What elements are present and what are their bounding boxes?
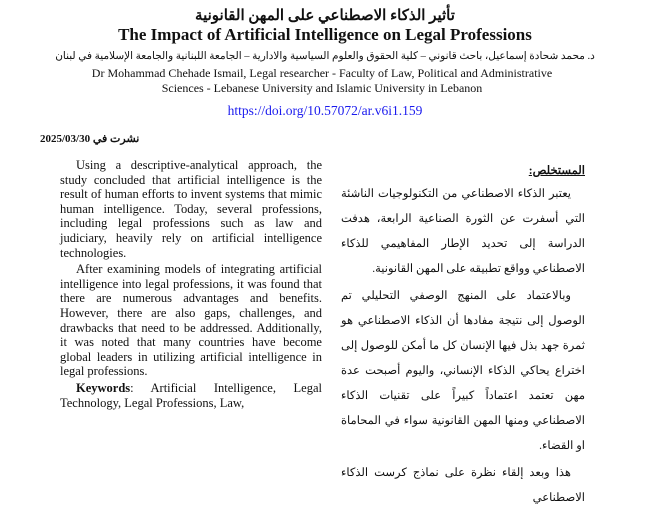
arabic-title: تأثير الذكاء الاصطناعي على المهن القانونية [195,8,455,24]
arabic-abstract-paragraph-1: يعتبر الذكاء الاصطناعي من التكنولوجيات الناشئة التي أسفرت عن الثورة الصناعية الرابعة، هدفت الدراسة إلى تحديد الإطار المفاهيمي للذكاء الاصطناعي وواقع تطبيقه على المهن القانونية. [341,188,585,275]
english-affiliation-line-1: Dr Mohammad Chehade Ismail, Legal researcher - Faculty of Law, Political and Administrative [91,66,553,80]
keywords-line [60,381,322,410]
keywords-label: Keywords [76,380,131,395]
arabic-abstract-heading: المستخلص: [528,165,585,177]
english-affiliation-line-2: Sciences - Lebanese University and Islamic University in Lebanon [161,81,483,95]
keywords-text: : Artificial Intelligence, Legal Technology, Legal Professions, Law, [60,380,322,410]
doi-link[interactable]: https://doi.org/10.57072/ar.v6i1.159 [227,103,423,118]
english-title: The Impact of Artificial Intelligence on Legal Professions [118,25,532,44]
english-affiliation [72,66,572,96]
english-abstract [60,158,322,412]
english-abstract-paragraph-2: After examining models of integrating artificial intelligence into legal professions, it was found that there are numerous advantages and benefits. However, there are also gaps, challenges, and drawbacks that need to be addressed. Additionally, it was noted that many countries have become global leaders in utilizing artificial intelligence in legal professions. [60,262,322,379]
arabic-abstract [341,160,585,513]
arabic-abstract-paragraph-2: وبالاعتماد على المنهج الوصفي التحليلي تم الوصول إلى نتيجة مفادها أن الذكاء الاصطناعي هو ثمرة جهد بذل فيها الإنسان كل ما أمكن للوصول إلى اختراع يحاكي الذكاء الإنساني، واليوم أصبحت عدة مهن تعتمد اعتماداً كبيراً على تقنيات الذكاء الاصطناعي ومنها المهن القانونية سواء في المحاماة او القضاء. [341,290,585,452]
english-abstract-paragraph-1: Using a descriptive-analytical approach, the study concluded that artificial intelligence is the result of human efforts to invent systems that mimic human intelligence. Today, several professions, including legal professions such as law and judiciary, heavily rely on artificial intelligence technologies. [60,158,322,260]
arabic-abstract-paragraph-3: هذا وبعد إلقاء نظرة على نماذج كرست الذكاء الاصطناعي [341,467,585,504]
arabic-affiliation: د. محمد شحادة إسماعيل، باحث قانوني – كلية الحقوق والعلوم السياسية والادارية – الجامعة اللبنانية والجامعة الإسلامية في لبنان [55,51,595,62]
publication-date: نشرت في 2025/03/30 [40,133,140,145]
